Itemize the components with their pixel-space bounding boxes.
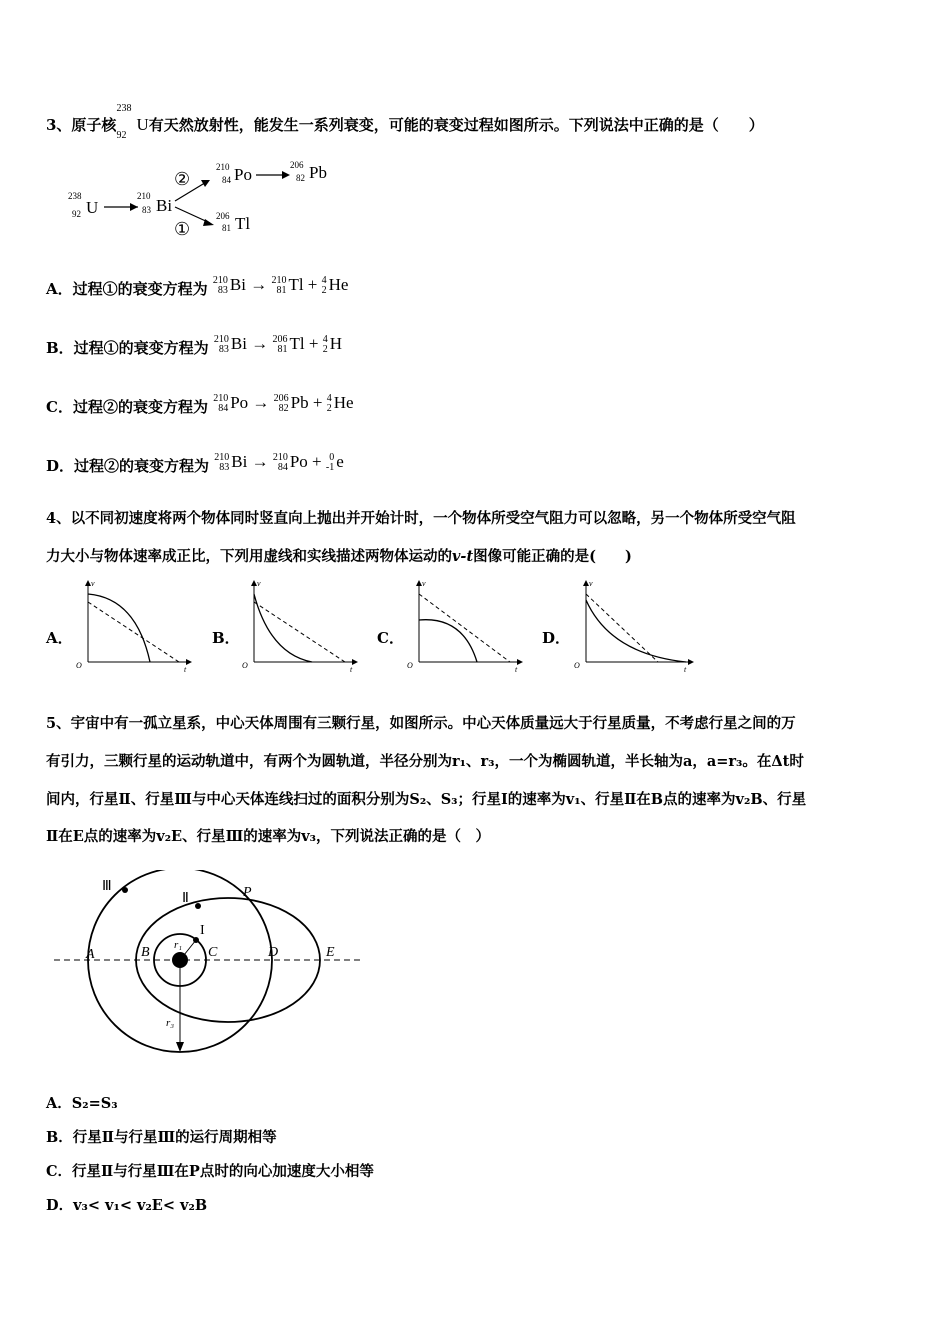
q3-option-c[interactable]: C．过程②的衰变方程为 210 84 Po → 206 82 Pb + 4 2 He bbox=[46, 393, 354, 416]
diagram-pb-mass: 206 bbox=[290, 160, 304, 170]
decay-diagram bbox=[60, 155, 360, 245]
diagram-label-2: ② bbox=[174, 169, 191, 189]
svg-text:t: t bbox=[515, 665, 518, 673]
svg-text:t: t bbox=[684, 665, 687, 673]
diagram-u-sym: U bbox=[86, 198, 99, 217]
q3-stem bbox=[46, 103, 764, 141]
svg-text:P: P bbox=[243, 885, 252, 900]
q4-graph-b bbox=[240, 578, 360, 673]
svg-text:v: v bbox=[589, 579, 593, 588]
q5-stem-line4: Ⅱ在E点的速率为v₂E、行星Ⅲ的速率为v₃，下列说法正确的是（ ） bbox=[46, 828, 491, 845]
q3-option-d[interactable]: D．过程②的衰变方程为 210 83 Bi → 210 84 Po + 0 -1 e bbox=[46, 452, 344, 475]
svg-text:v: v bbox=[422, 579, 426, 588]
diagram-po-z: 84 bbox=[222, 175, 231, 185]
q4-graph-a bbox=[74, 578, 194, 673]
svg-text:D: D bbox=[268, 945, 279, 960]
diagram-u-mass: 238 bbox=[68, 191, 82, 201]
svg-text:t: t bbox=[184, 665, 187, 673]
diagram-tl-z: 81 bbox=[222, 223, 231, 233]
q3-option-a[interactable]: A．过程①的衰变方程为 210 83 Bi → 210 81 Tl + 4 2 He bbox=[46, 275, 349, 298]
q5-stem-line2: 有引力，三颗行星的运动轨道中，有两个为圆轨道，半径分别为r₁、r₃，一个为椭圆轨道，半长轴为a，a=r₃。在Δt时 bbox=[46, 753, 804, 770]
diagram-po-mass: 210 bbox=[216, 162, 230, 172]
svg-text:t: t bbox=[350, 665, 353, 673]
svg-text:A: A bbox=[86, 947, 95, 962]
svg-text:I: I bbox=[200, 923, 205, 938]
q4-label-d[interactable]: D． bbox=[542, 629, 571, 647]
q5-stem-line3: 间内，行星Ⅱ、行星Ⅲ与中心天体连线扫过的面积分别为S₂、S₃；行星Ⅰ的速率为v₁、行星Ⅱ在B点的速率为v₂B、行星 bbox=[46, 791, 807, 808]
diagram-po-sym: Po bbox=[234, 165, 252, 184]
planet-ii bbox=[195, 903, 201, 909]
svg-text:O: O bbox=[574, 661, 580, 670]
svg-text:r₁: r₁ bbox=[174, 939, 183, 951]
svg-text:O: O bbox=[76, 661, 82, 670]
diagram-bi-z: 83 bbox=[142, 205, 151, 215]
svg-text:B: B bbox=[141, 945, 150, 960]
q4-label-c[interactable]: C． bbox=[377, 629, 404, 647]
q3-prefix: 3、原子核 bbox=[46, 116, 117, 134]
svg-text:C: C bbox=[208, 945, 218, 960]
planet-iii bbox=[122, 887, 128, 893]
svg-text:v: v bbox=[257, 579, 261, 588]
orbit-diagram bbox=[50, 870, 370, 1055]
svg-text:Ⅲ: Ⅲ bbox=[102, 879, 112, 894]
svg-text:O: O bbox=[242, 661, 248, 670]
q5-option-b[interactable]: B．行星Ⅱ与行星Ⅲ的运行周期相等 bbox=[46, 1129, 277, 1146]
q3-suffix: 有天然放射性，能发生一系列衰变，可能的衰变过程如图所示。下列说法中正确的是（ ） bbox=[148, 116, 764, 134]
q4-stem-line1: 4、以不同初速度将两个物体同时竖直向上抛出并开始计时，一个物体所受空气阻力可以忽略，另一个物体所受空气阻 bbox=[46, 510, 796, 527]
q5-option-d[interactable]: D．v₃< v₁< v₂E< v₂B bbox=[46, 1197, 208, 1214]
svg-text:Ⅱ: Ⅱ bbox=[182, 891, 189, 906]
svg-text:E: E bbox=[326, 945, 335, 960]
q3-nucleus: 238 92 U bbox=[116, 103, 149, 141]
diagram-bi-mass: 210 bbox=[137, 191, 151, 201]
q4-label-a[interactable]: A． bbox=[46, 629, 73, 647]
diagram-label-1: ① bbox=[174, 219, 191, 239]
diagram-pb-z: 82 bbox=[296, 173, 305, 183]
diagram-tl-mass: 206 bbox=[216, 211, 230, 221]
diagram-u-z: 92 bbox=[72, 209, 81, 219]
svg-text:v: v bbox=[91, 579, 95, 588]
q4-stem-line2: 力大小与物体速率成正比，下列用虚线和实线描述两物体运动的v-t图像可能正确的是( ) bbox=[46, 548, 632, 565]
q4-graph-c bbox=[405, 578, 525, 673]
q4-graph-d bbox=[572, 578, 697, 673]
diagram-tl-sym: Tl bbox=[235, 214, 251, 233]
q5-option-a[interactable]: A．S₂=S₃ bbox=[46, 1095, 118, 1112]
svg-text:O: O bbox=[407, 661, 413, 670]
svg-text:r₃: r₃ bbox=[166, 1017, 175, 1029]
diagram-bi-sym: Bi bbox=[156, 196, 173, 215]
q5-option-c[interactable]: C．行星Ⅱ与行星Ⅲ在P点时的向心加速度大小相等 bbox=[46, 1163, 374, 1180]
q4-label-b[interactable]: B． bbox=[212, 629, 240, 647]
q3-option-b[interactable]: B．过程①的衰变方程为 210 83 Bi → 206 81 Tl + 4 2 H bbox=[46, 334, 342, 357]
q5-stem-line1: 5、宇宙中有一孤立星系，中心天体周围有三颗行星，如图所示。中心天体质量远大于行星质量，不考虑行星之间的万 bbox=[46, 715, 796, 732]
diagram-pb-sym: Pb bbox=[309, 163, 327, 182]
